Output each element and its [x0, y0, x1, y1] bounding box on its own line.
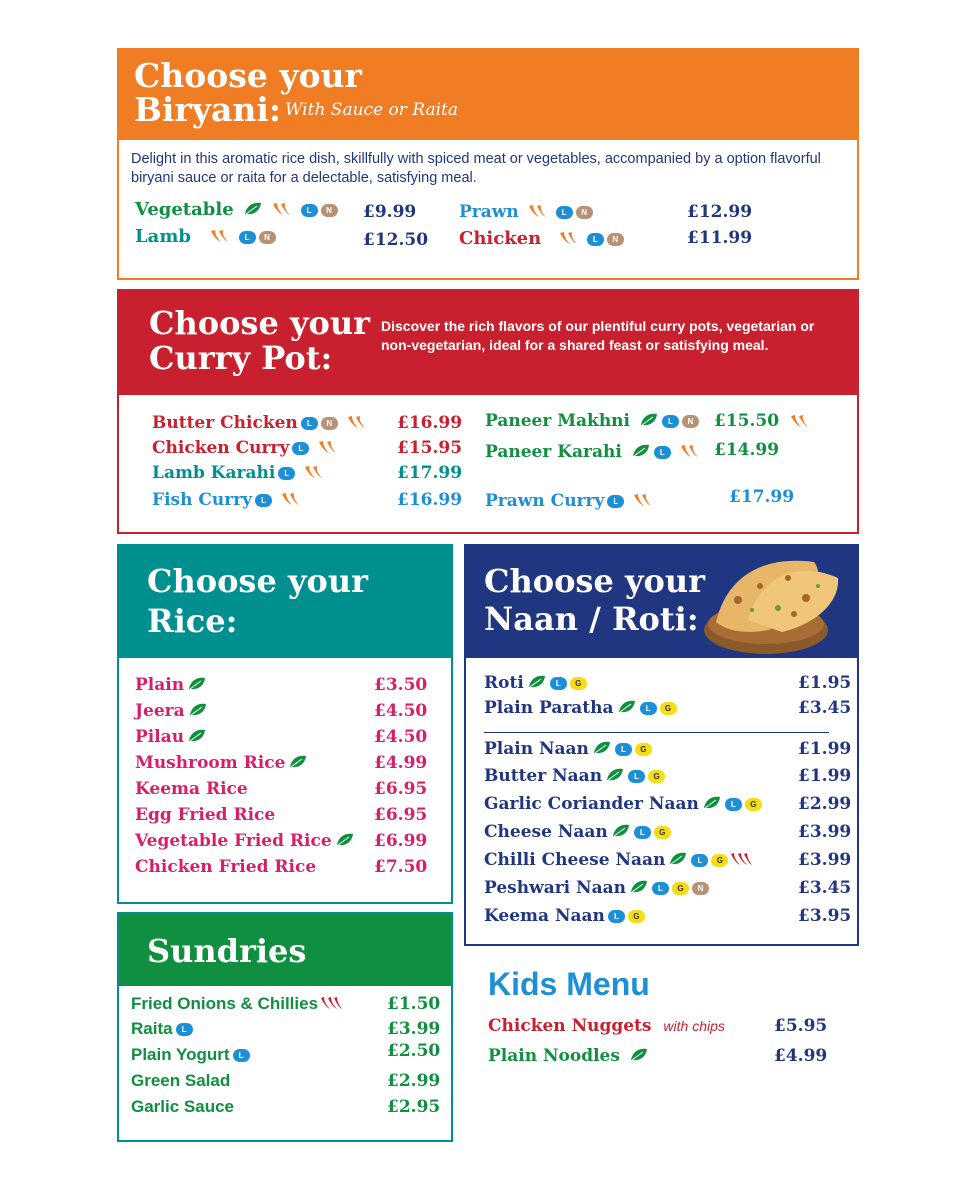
menu-item: [135, 779, 248, 799]
badge-g: G: [672, 882, 689, 895]
badge-l: L: [640, 702, 657, 715]
badge-n: N: [576, 206, 593, 219]
naan-divider: [484, 732, 829, 733]
badge-l: L: [652, 882, 669, 895]
item-note: with chips: [663, 1018, 725, 1034]
leaf-icon: [188, 702, 208, 722]
leaf-icon: [611, 823, 631, 843]
badge-g: G: [745, 798, 762, 811]
menu-item: [131, 1071, 230, 1091]
leaf-icon: [592, 740, 612, 760]
badge-l: L: [654, 446, 671, 459]
item-name: Fried Onions & Chillies: [131, 994, 319, 1013]
item-name: Paneer Makhni: [485, 411, 630, 431]
badge-l: L: [615, 743, 632, 756]
menu-item: [131, 1097, 234, 1117]
menu-item: [488, 1016, 725, 1036]
item-price: £12.99: [687, 202, 753, 222]
item-name: Garlic Coriander Naan: [484, 794, 699, 814]
menu-item: [135, 199, 338, 221]
badge-n: N: [259, 231, 276, 244]
leaf-icon: [639, 412, 659, 432]
leaf-icon: [702, 795, 722, 815]
kids-title: Kids Menu: [488, 966, 650, 1002]
item-price: £16.99: [397, 413, 463, 433]
badge-l: L: [608, 910, 625, 923]
menu-item: [135, 857, 316, 877]
biryani-description: Delight in this aromatic rice dish, skillfully with spiced meat or vegetables, accompanied by a option flavorful biryani sauce or raita for a delectable, satisfying meal.: [131, 151, 821, 186]
item-price: £3.99: [798, 822, 852, 842]
item-name: Paneer Karahi: [485, 442, 622, 462]
menu-item: [484, 878, 709, 899]
item-name: Lamb Karahi: [152, 463, 276, 483]
item-name: Roti: [484, 673, 524, 693]
naan-basket-image: [698, 550, 848, 658]
badge-l: L: [176, 1023, 193, 1036]
item-price: £5.95: [774, 1016, 828, 1036]
menu-item: [131, 1019, 193, 1039]
leaf-icon: [605, 767, 625, 787]
item-price: £3.95: [798, 906, 852, 926]
chili-icon: [730, 850, 752, 871]
item-price: £4.50: [374, 701, 428, 721]
item-price: £14.99: [714, 440, 780, 460]
rice-title-line1: Choose your: [147, 562, 368, 600]
item-price: £17.99: [729, 487, 795, 507]
item-price: £16.99: [397, 490, 463, 510]
item-name: Chilli Cheese Naan: [484, 850, 666, 870]
item-name: Vegetable: [135, 199, 234, 220]
menu-item: [484, 698, 677, 719]
item-price: £12.50: [363, 230, 429, 250]
badge-l: L: [233, 1049, 250, 1062]
curry-title-line2: Curry Pot:: [149, 339, 333, 377]
menu-item: [484, 673, 587, 694]
item-name: Green Salad: [131, 1071, 231, 1090]
menu-item: [135, 727, 207, 748]
naan-title-line2: Naan / Roti:: [484, 600, 699, 638]
item-name: Prawn: [459, 202, 519, 222]
item-price: £2.95: [387, 1097, 441, 1117]
leaf-icon: [668, 851, 688, 871]
chili-icon: [527, 202, 547, 223]
badge-n: N: [682, 415, 699, 428]
menu-item: [152, 413, 366, 434]
menu-item: [152, 490, 300, 511]
item-price: £2.99: [798, 794, 852, 814]
chili-icon: [317, 438, 337, 459]
naan-title-line1: Choose your: [484, 562, 705, 600]
badge-g: G: [648, 770, 665, 783]
item-name: Chicken Curry: [152, 438, 290, 458]
menu-item: [484, 906, 645, 926]
chili-icon: [271, 200, 291, 221]
item-name: Keema Rice: [135, 779, 248, 799]
badge-g: G: [711, 854, 728, 867]
item-name: Lamb: [135, 226, 191, 247]
item-price: £3.45: [798, 878, 852, 898]
leaf-icon: [187, 728, 207, 748]
item-name: Raita: [131, 1019, 173, 1038]
item-name: Chicken Fried Rice: [135, 857, 317, 877]
item-price: £3.99: [798, 850, 852, 870]
item-price: £3.45: [798, 698, 852, 718]
badge-n: N: [321, 204, 338, 217]
badge-n: N: [607, 233, 624, 246]
item-price: £1.99: [798, 766, 852, 786]
badge-g: G: [660, 702, 677, 715]
item-name: Chicken Nuggets: [488, 1016, 652, 1036]
badge-n: N: [692, 882, 709, 895]
menu-item: [131, 994, 342, 1015]
item-price: £4.99: [374, 753, 428, 773]
menu-item: [484, 766, 665, 787]
badge-g: G: [654, 826, 671, 839]
badge-l: L: [607, 495, 624, 508]
badge-g: G: [628, 910, 645, 923]
badge-l: L: [255, 494, 272, 507]
item-price: £11.99: [687, 228, 753, 248]
menu-item: [488, 1046, 649, 1067]
menu-item: [459, 228, 624, 250]
rice-title-line2: Rice:: [147, 602, 238, 640]
item-price: £6.95: [374, 779, 428, 799]
menu-item: [152, 463, 323, 484]
badge-l: L: [691, 854, 708, 867]
item-name: Vegetable Fried Rice: [135, 831, 332, 851]
item-price: £2.99: [387, 1071, 441, 1091]
menu-item: [484, 822, 671, 843]
item-price: £3.50: [374, 675, 428, 695]
chili-icon: [320, 994, 342, 1015]
item-price: £3.99: [387, 1019, 441, 1039]
badge-n: N: [321, 417, 338, 430]
badge-l: L: [292, 442, 309, 455]
leaf-icon: [243, 200, 263, 221]
menu-item: [484, 739, 652, 760]
item-price: £9.99: [363, 202, 417, 222]
chili-icon: [789, 412, 809, 432]
menu-item: [484, 850, 752, 871]
leaf-icon: [288, 754, 308, 774]
badge-l: L: [725, 798, 742, 811]
item-name: Prawn Curry: [485, 491, 605, 511]
item-name: Pilau: [135, 727, 185, 747]
leaf-icon: [527, 674, 547, 694]
item-name: Garlic Sauce: [131, 1097, 235, 1116]
menu-item: [152, 438, 337, 459]
menu-item: [135, 226, 276, 248]
leaf-icon: [335, 832, 355, 852]
badge-l: L: [556, 206, 573, 219]
item-price: £6.99: [374, 831, 428, 851]
badge-l: L: [301, 417, 318, 430]
item-price: £1.50: [387, 994, 441, 1014]
menu-item: [135, 753, 308, 774]
leaf-icon: [631, 443, 651, 463]
menu-item: [135, 701, 208, 722]
item-price: £4.99: [774, 1046, 828, 1066]
badge-l: L: [587, 233, 604, 246]
item-price: £7.50: [374, 857, 428, 877]
badge-l: L: [278, 467, 295, 480]
leaf-icon: [617, 699, 637, 719]
biryani-subtitle: With Sauce or Raita: [285, 100, 459, 120]
item-name: Butter Chicken: [152, 413, 298, 433]
badge-g: G: [635, 743, 652, 756]
item-name: Jeera: [135, 701, 185, 721]
menu-item: [485, 491, 652, 512]
chili-icon: [558, 229, 578, 250]
item-name: Keema Naan: [484, 906, 605, 926]
biryani-title-line2: Biryani:: [134, 90, 282, 129]
menu-item: [135, 805, 275, 825]
item-price: £4.50: [374, 727, 428, 747]
item-name: Peshwari Naan: [484, 878, 626, 898]
badge-l: L: [301, 204, 318, 217]
menu-item: [131, 1045, 250, 1065]
menu-item: [485, 411, 699, 432]
item-price: £17.99: [397, 463, 463, 483]
item-price: £2.50: [387, 1041, 441, 1061]
menu-item: [135, 831, 355, 852]
chili-icon: [679, 442, 699, 463]
badge-l: L: [628, 770, 645, 783]
menu-item: [484, 794, 762, 815]
item-name: Plain Noodles: [488, 1046, 620, 1066]
item-price: £15.95: [397, 438, 463, 458]
item-price: £1.95: [798, 673, 852, 693]
badge-l: L: [239, 231, 256, 244]
chili-icon: [280, 490, 300, 511]
item-name: Plain Naan: [484, 739, 589, 759]
chili-icon: [303, 463, 323, 484]
menu-item: [135, 675, 207, 696]
curry-section: [117, 289, 859, 534]
item-name: Plain Paratha: [484, 698, 614, 718]
chili-icon: [346, 413, 366, 434]
menu-item: [485, 442, 699, 463]
chili-icon: [209, 227, 229, 248]
badge-g: G: [570, 677, 587, 690]
badge-l: L: [550, 677, 567, 690]
item-name: Mushroom Rice: [135, 753, 286, 773]
item-name: Fish Curry: [152, 490, 253, 510]
leaf-icon: [629, 879, 649, 899]
item-name: Chicken: [459, 228, 542, 249]
menu-item: [459, 202, 593, 223]
item-name: Butter Naan: [484, 766, 603, 786]
item-price: £6.95: [374, 805, 428, 825]
biryani-section: [117, 48, 859, 280]
sundries-title: Sundries: [147, 932, 307, 970]
chili-icon: [632, 491, 652, 512]
badge-l: L: [634, 826, 651, 839]
biryani-title-line1: Choose your: [134, 56, 362, 95]
curry-title-line1: Choose your: [149, 304, 370, 342]
item-name: Cheese Naan: [484, 822, 608, 842]
badge-l: L: [662, 415, 679, 428]
item-name: Egg Fried Rice: [135, 805, 276, 825]
leaf-icon: [187, 676, 207, 696]
item-name: Plain: [135, 675, 185, 695]
item-price: £1.99: [798, 739, 852, 759]
curry-description: Discover the rich flavors of our plentiful curry pots, vegetarian or non-vegetarian, ideal for a shared feast or satisfying meal.: [381, 318, 815, 353]
item-price: £15.50: [714, 411, 780, 431]
item-name: Plain Yogurt: [131, 1045, 230, 1064]
leaf-icon: [629, 1047, 649, 1067]
